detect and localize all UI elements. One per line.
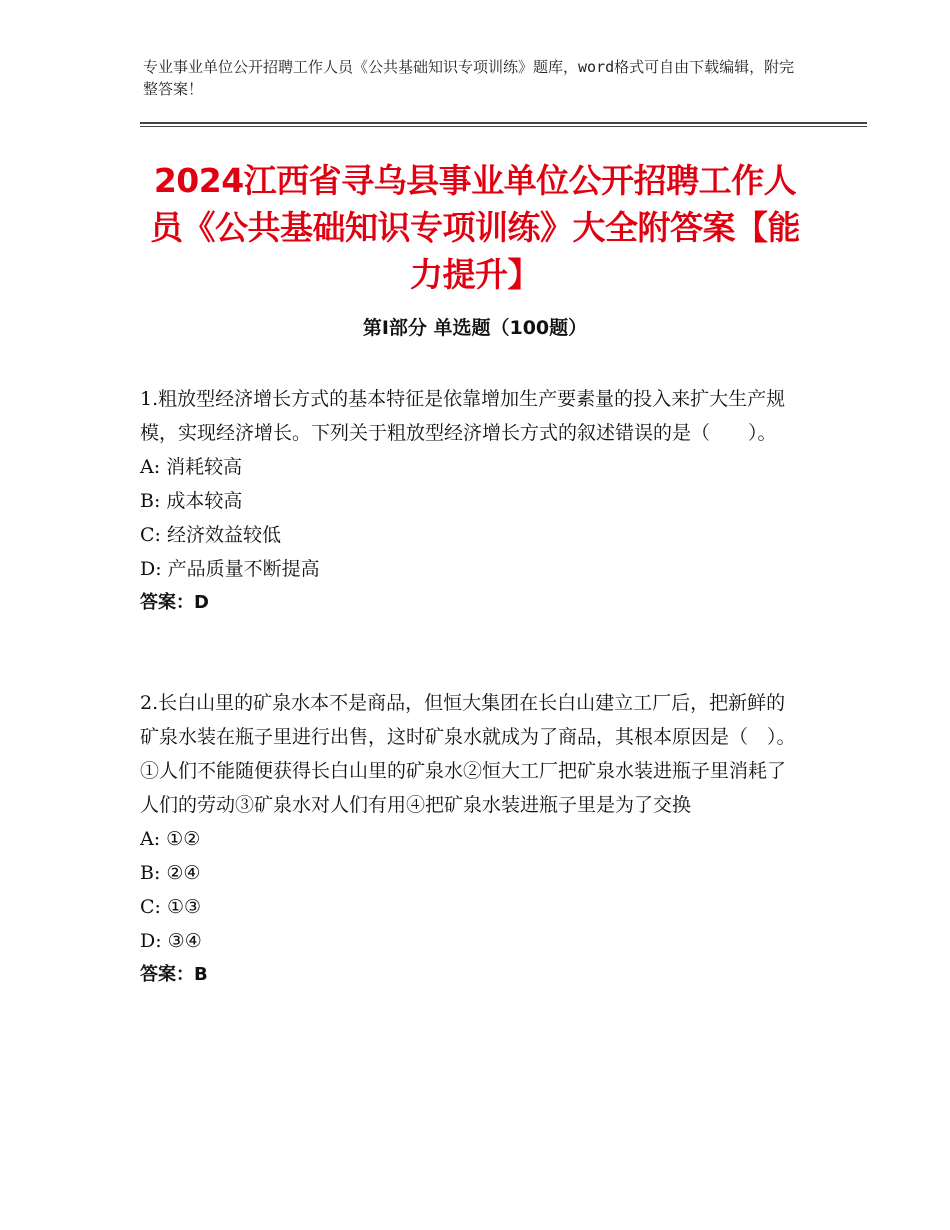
option-a: A: 消耗较高 — [140, 456, 243, 478]
option-b: B: 成本较高 — [140, 490, 243, 512]
document-title: 2024江西省寻乌县事业单位公开招聘工作人员《公共基础知识专项训练》大全附答案【能力提升】 — [150, 161, 800, 294]
option-d: D: ③④ — [140, 930, 202, 952]
question-2 — [140, 686, 800, 992]
question-stem: 2.长白山里的矿泉水本不是商品，但恒大集团在长白山建立工厂后，把新鲜的矿泉水装在瓶子里进行出售，这时矿泉水就成为了商品，其根本原因是（ ）。①人们不能随便获得长白山里的矿泉水②恒大工厂把矿泉水装进瓶子里消耗了人们的劳动③矿泉水对人们有用④把矿泉水装进瓶子里是为了交换 — [140, 692, 796, 816]
option-c: C: 经济效益较低 — [140, 524, 281, 546]
answer: 答案：D — [140, 592, 209, 613]
header-divider — [140, 122, 867, 127]
section-heading: 第I部分 单选题（100题） — [362, 317, 588, 339]
option-d: D: 产品质量不断提高 — [140, 558, 320, 580]
question-1 — [140, 382, 800, 620]
header-note: 专业事业单位公开招聘工作人员《公共基础知识专项训练》题库，word格式可自由下载编辑，附完整答案！ — [143, 58, 795, 98]
option-c: C: ①③ — [140, 896, 202, 918]
question-stem: 1.粗放型经济增长方式的基本特征是依靠增加生产要素量的投入来扩大生产规模，实现经济增长。下列关于粗放型经济增长方式的叙述错误的是（ ）。 — [140, 388, 786, 444]
answer: 答案：B — [140, 964, 208, 985]
option-b: B: ②④ — [140, 862, 201, 884]
option-a: A: ①② — [140, 828, 201, 850]
